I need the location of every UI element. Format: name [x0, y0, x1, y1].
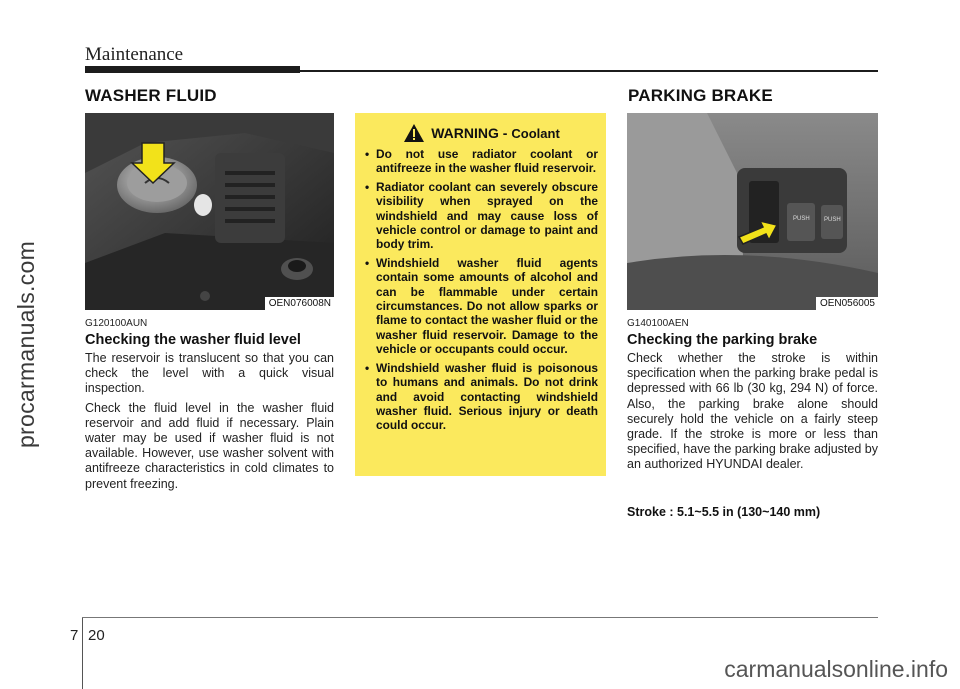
- parking-para-1: Check whether the stroke is within specification when the parking brake pedal is depressed with 66 lb (30 kg, 294 N) of force. Also, the parking brake alone should securely hold the vehicle on a fairly steep grade. If the stroke is more or less than specified, have the parking brake adjusted by an authorized HYUNDAI dealer.: [627, 351, 878, 472]
- washer-fluid-section-title: WASHER FLUID: [85, 86, 217, 105]
- washer-reservoir-photo: [85, 113, 334, 310]
- warning-item: • Windshield washer fluid agents contain some amounts of alcohol and can be flammable under certain circumstances. Do not allow sparks or flame to contact the washer fluid or the washer fluid reservoir. Damage to the vehicle or occupants could occur.: [365, 256, 598, 357]
- washer-para-1: The reservoir is translucent so that you can check the level with a quick visual inspection.: [85, 351, 334, 396]
- svg-text:PUSH: PUSH: [793, 216, 810, 222]
- warning-title: WARNING -: [431, 125, 508, 141]
- parking-brake-photo: [627, 113, 878, 310]
- footer-horizontal-rule: [82, 617, 878, 618]
- chapter-number: 7: [70, 627, 79, 644]
- parking-section-code: G140100AEN: [627, 318, 689, 329]
- warning-header: [365, 123, 598, 143]
- parking-brake-section-title: PARKING BRAKE: [628, 86, 773, 105]
- stroke-spec: Stroke : 5.1~5.5 in (130~140 mm): [627, 505, 821, 519]
- warning-subtitle: Coolant: [511, 125, 560, 141]
- parking-body: [627, 351, 878, 477]
- washer-section-code: G120100AUN: [85, 318, 148, 329]
- parking-photo-caption: OEN056005: [816, 297, 878, 310]
- side-watermark-text: procarmanuals.com: [13, 240, 40, 449]
- page-header-title: Maintenance: [85, 44, 184, 65]
- washer-subhead: Checking the washer fluid level: [85, 332, 301, 348]
- warning-box: [355, 113, 606, 476]
- washer-para-2: Check the fluid level in the washer fluid reservoir and add fluid if necessary. Plain water may be used if washer fluid is not available. However, use washer solvent with antifreeze characteristics in cold climates to prevent freezing.: [85, 400, 334, 491]
- header-bar-thick: [85, 66, 300, 73]
- washer-body: [85, 351, 334, 496]
- warning-item: • Do not use radiator coolant or antifreeze in the washer fluid reservoir.: [365, 147, 598, 176]
- warning-list: [365, 147, 598, 433]
- footer-watermark: carmanualsonline.info: [724, 656, 948, 682]
- side-watermark: [2, 0, 52, 689]
- warning-item: • Radiator coolant can severely obscure visibility when sprayed on the windshield and may cause loss of vehicle control or damage to paint and body trim.: [365, 180, 598, 252]
- warning-item: • Windshield washer fluid is poisonous to humans and animals. Do not drink and avoid contacting windshield washer fluid. Serious injury or death could occur.: [365, 361, 598, 433]
- warning-triangle-icon: [403, 123, 425, 143]
- footer-vertical-rule: [82, 617, 83, 689]
- washer-photo-caption: OEN076008N: [265, 297, 334, 310]
- header-bar-thin: [300, 70, 878, 72]
- page-number: 20: [88, 627, 105, 644]
- parking-subhead: Checking the parking brake: [627, 332, 818, 348]
- svg-text:PUSH: PUSH: [824, 217, 841, 223]
